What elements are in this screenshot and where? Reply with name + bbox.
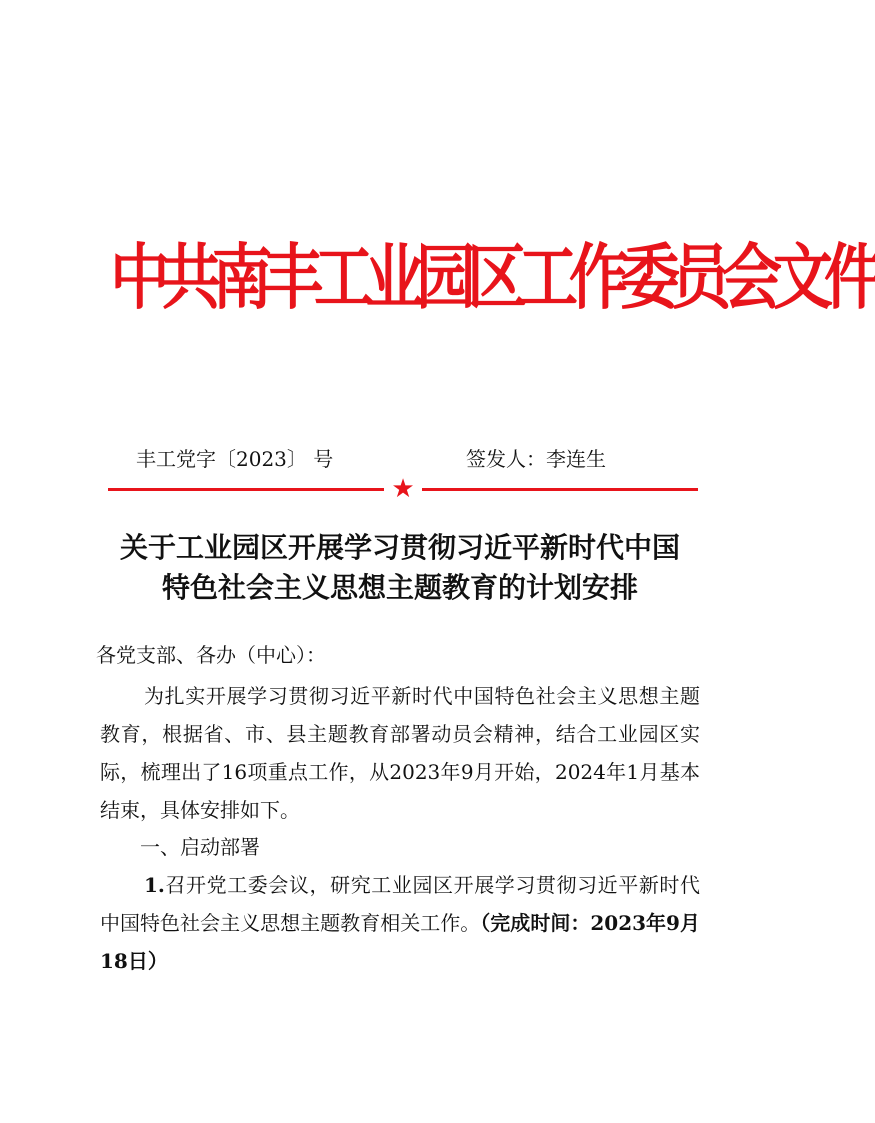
document-title [100, 528, 700, 608]
item-number: 1. [144, 873, 165, 897]
section-heading: 一、启动部署 [140, 835, 260, 859]
divider-line-left [108, 488, 384, 491]
salutation: 各党支部、各办（中心）： [96, 643, 326, 667]
signer-label: 签发人：李连生 [466, 447, 606, 471]
item-deadline: （完成时间：2023年9月18日） [100, 911, 700, 973]
title-line-2: 特色社会主义思想主题教育的计划安排 [161, 571, 638, 604]
masthead-title: 中共南丰工业园区工作委员会文件 [110, 237, 875, 320]
star-icon: ★ [391, 474, 415, 504]
title-line-1: 关于工业园区开展学习贯彻习近平新时代中国 [119, 531, 680, 564]
intro-paragraph: 为扎实开展学习贯彻习近平新时代中国特色社会主义思想主题教育，根据省、市、县主题教育部署动员会精神，结合工业园区实际，梳理出了16项重点工作，从2023年9月开始，2024年1月基本结束，具体安排如下。 [100, 684, 700, 822]
item-text: 召开党工委会议，研究工业园区开展学习贯彻习近平新时代中国特色社会主义思想主题教育相关工作。 [100, 873, 700, 935]
red-divider [108, 474, 698, 504]
item-1-paragraph [100, 866, 700, 980]
divider-line-right [422, 488, 698, 491]
document-number: 丰工党字〔2023〕 号 [136, 447, 334, 471]
